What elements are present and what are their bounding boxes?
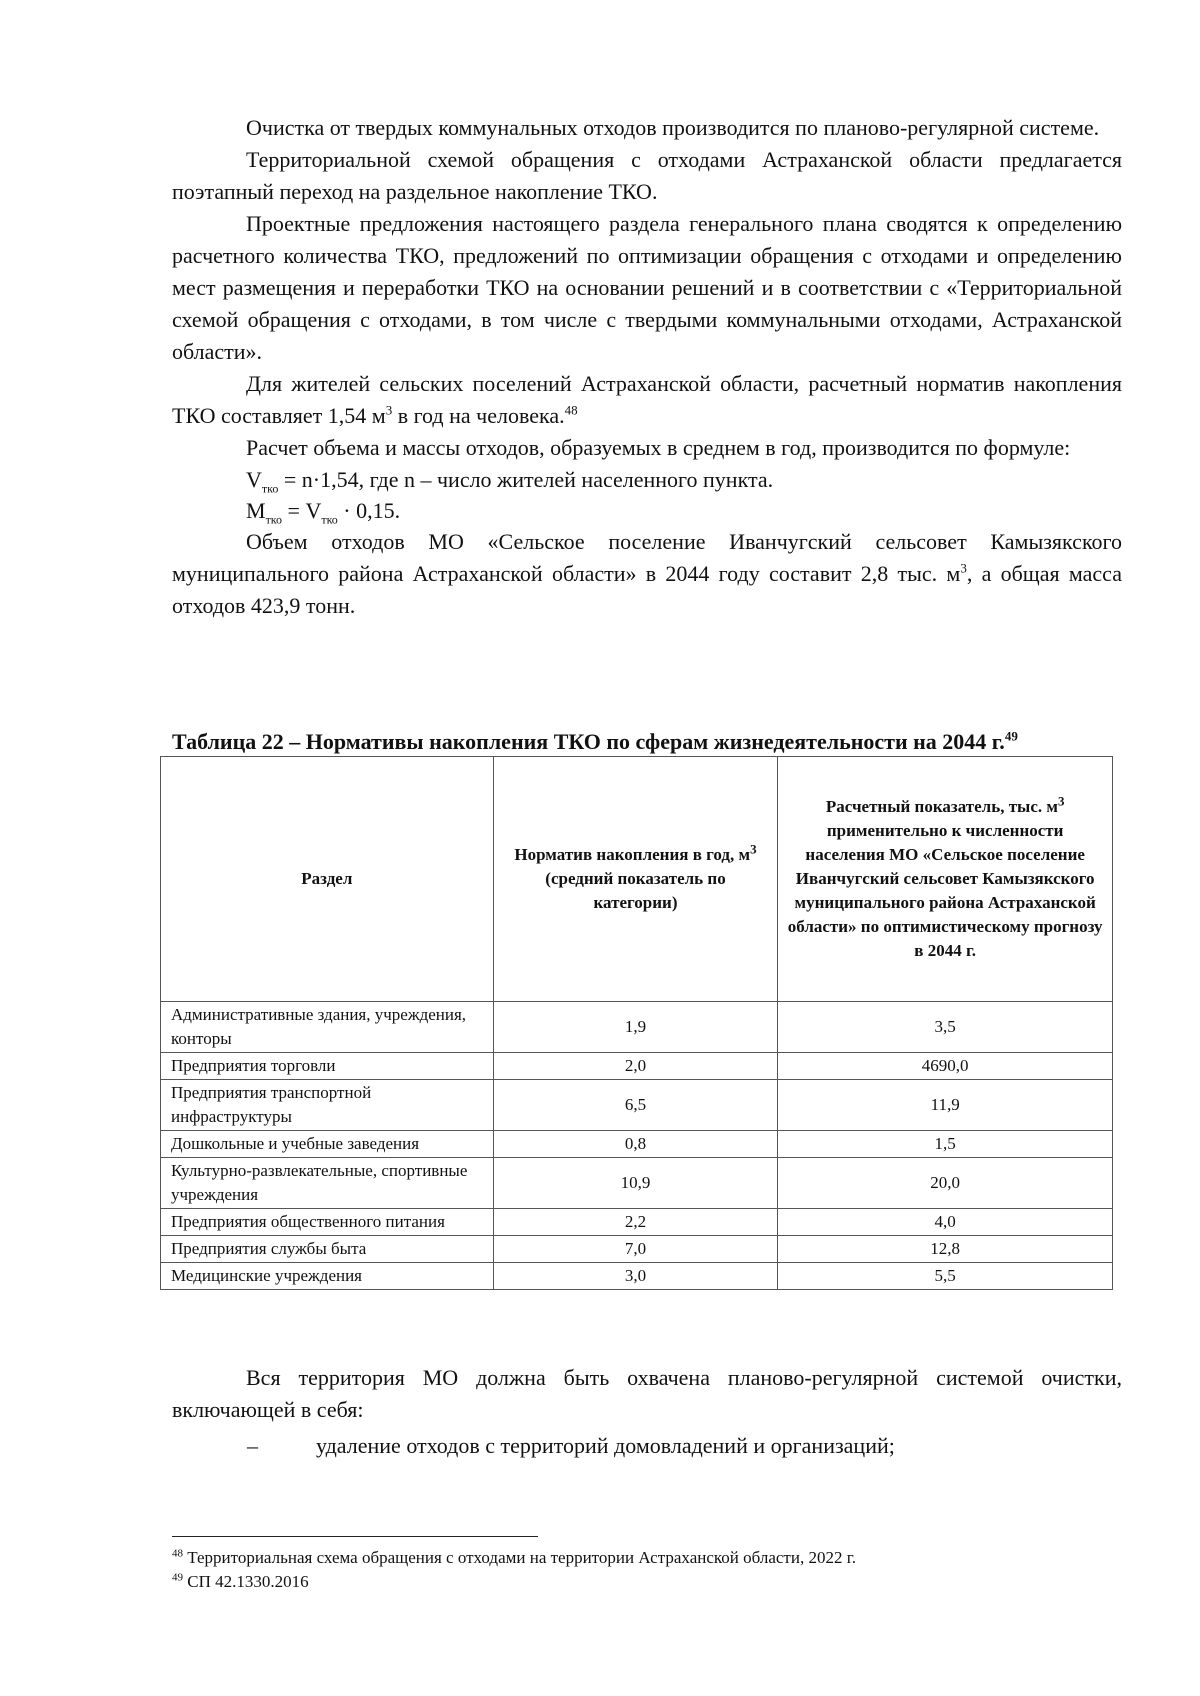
row-norm: 7,0 <box>493 1236 778 1263</box>
formula-v-symbol: V <box>246 467 262 492</box>
row-calc: 5,5 <box>778 1263 1113 1290</box>
row-norm: 10,9 <box>493 1158 778 1209</box>
paragraph-4-end: в год на человека. <box>392 403 565 428</box>
table-row <box>161 1209 1113 1236</box>
header-norm-sub: (средний показатель по категории) <box>545 869 726 912</box>
table-row <box>161 1131 1113 1158</box>
row-label: Дошкольные и учебные заведения <box>161 1131 494 1158</box>
after-table-text <box>172 1362 1122 1426</box>
row-norm: 0,8 <box>493 1131 778 1158</box>
header-norm-text: Норматив накопления в год, м <box>514 845 751 864</box>
table-row <box>161 1080 1113 1131</box>
paragraph-4 <box>172 368 1122 432</box>
body-text <box>172 112 1122 622</box>
list-item: удаление отходов с территорий домовладений и организаций; <box>316 1433 895 1458</box>
formula-mass-rest: · 0,15. <box>337 498 401 523</box>
row-calc: 12,8 <box>778 1236 1113 1263</box>
row-norm: 1,9 <box>493 1002 778 1053</box>
row-label: Предприятия транспортной инфраструктуры <box>161 1080 494 1131</box>
paragraph-6 <box>172 526 1122 622</box>
header-calc-rest: применительно к численности населения МО «Сельское поселение Иванчугский сельсовет Камызякского муниципального района Астраханской области» по оптимистическому прогнозу в 2044 г. <box>787 821 1103 960</box>
formula-v-subscript: тко <box>261 481 279 496</box>
footnote-ref-49[interactable]: 49 <box>1004 728 1018 744</box>
table-header-row <box>161 757 1113 1002</box>
formula-volume <box>172 464 1122 495</box>
formula-m-subscript: тко <box>265 512 283 527</box>
footnote-49-number: 49 <box>172 1571 183 1584</box>
header-calc-text: Расчетный показатель, тыс. м <box>825 797 1058 816</box>
superscript-cubed-2: 3 <box>960 560 967 576</box>
table-caption <box>172 728 1132 756</box>
table-row <box>161 1002 1113 1053</box>
footnote-ref-48[interactable]: 48 <box>564 402 578 418</box>
formula-volume-rest: = n·1,54, где n – число жителей населенного пункта. <box>278 467 774 492</box>
superscript-cubed: 3 <box>385 402 393 418</box>
paragraph-7: Вся территория МО должна быть охвачена планово-регулярной системой очистки, включающей в себя: <box>172 1365 1122 1422</box>
footnotes <box>172 1546 856 1594</box>
footnote-48-text: Территориальная схема обращения с отходами на территории Астраханской области, 2022 г. <box>183 1548 857 1567</box>
table-row <box>161 1158 1113 1209</box>
row-norm: 2,2 <box>493 1209 778 1236</box>
header-norm-sup: 3 <box>750 841 757 857</box>
footnote-48 <box>172 1546 856 1570</box>
formula-mass-mid: = V <box>282 498 322 523</box>
row-label: Медицинские учреждения <box>161 1263 494 1290</box>
paragraph-3: Проектные предложения настоящего раздела генерального плана сводятся к определению расчетного количества ТКО, предложений по оптимизации обращения с отходами и определению мест размещения и переработки ТКО на основании решений и в соответствии с «Территориальной схемой обращения с отходами, в том числе с твердыми коммунальными отходами, Астраханской области». <box>172 211 1122 364</box>
row-label: Культурно-развлекательные, спортивные учреждения <box>161 1158 494 1209</box>
formula-v2-subscript: тко <box>321 512 338 527</box>
table-body <box>161 1002 1113 1290</box>
paragraph-6-end: , а общая масса отходов 423,9 тонн. <box>172 561 1122 618</box>
header-calc-sup: 3 <box>1057 793 1065 809</box>
row-label: Предприятия торговли <box>161 1053 494 1080</box>
table-row <box>161 1263 1113 1290</box>
row-label: Предприятия общественного питания <box>161 1209 494 1236</box>
row-calc: 4690,0 <box>778 1053 1113 1080</box>
table-row <box>161 1236 1113 1263</box>
row-label: Административные здания, учреждения, конторы <box>161 1002 494 1053</box>
row-norm: 2,0 <box>493 1053 778 1080</box>
row-norm: 6,5 <box>493 1080 778 1131</box>
paragraph-2: Территориальной схемой обращения с отходами Астраханской области предлагается поэтапный переход на раздельное накопление ТКО. <box>172 147 1122 204</box>
table-caption-text: Таблица 22 – Нормативы накопления ТКО по сферам жизнедеятельности на 2044 г. <box>172 729 1005 754</box>
norms-table <box>160 756 1113 1290</box>
formula-mass <box>172 495 1122 526</box>
table-row <box>161 1053 1113 1080</box>
row-label: Предприятия службы быта <box>161 1236 494 1263</box>
row-calc: 11,9 <box>778 1080 1113 1131</box>
row-norm: 3,0 <box>493 1263 778 1290</box>
header-calc <box>778 757 1113 1002</box>
footnote-49-text: СП 42.1330.2016 <box>183 1572 309 1591</box>
paragraph-1: Очистка от твердых коммунальных отходов производится по планово-регулярной системе. <box>246 115 1100 140</box>
paragraph-4-text: Для жителей сельских поселений Астраханской области, расчетный норматив накопления ТКО составляет 1,54 м <box>172 371 1122 428</box>
row-calc: 1,5 <box>778 1131 1113 1158</box>
paragraph-5: Расчет объема и массы отходов, образуемых в среднем в год, производится по формуле: <box>246 435 1071 460</box>
footnote-divider <box>172 1536 538 1537</box>
row-calc: 3,5 <box>778 1002 1113 1053</box>
header-norm <box>493 757 778 1002</box>
row-calc: 4,0 <box>778 1209 1113 1236</box>
paragraph-6-text: Объем отходов МО «Сельское поселение Иванчугский сельсовет Камызякского муниципального района Астраханской области» в 2044 году составит 2,8 тыс. м <box>172 529 1122 586</box>
list-bullet: – <box>247 1433 258 1458</box>
footnote-49 <box>172 1570 856 1594</box>
row-calc: 20,0 <box>778 1158 1113 1209</box>
footnote-48-number: 48 <box>172 1547 183 1560</box>
formula-m-symbol: M <box>246 498 266 523</box>
header-section: Раздел <box>161 757 494 1002</box>
